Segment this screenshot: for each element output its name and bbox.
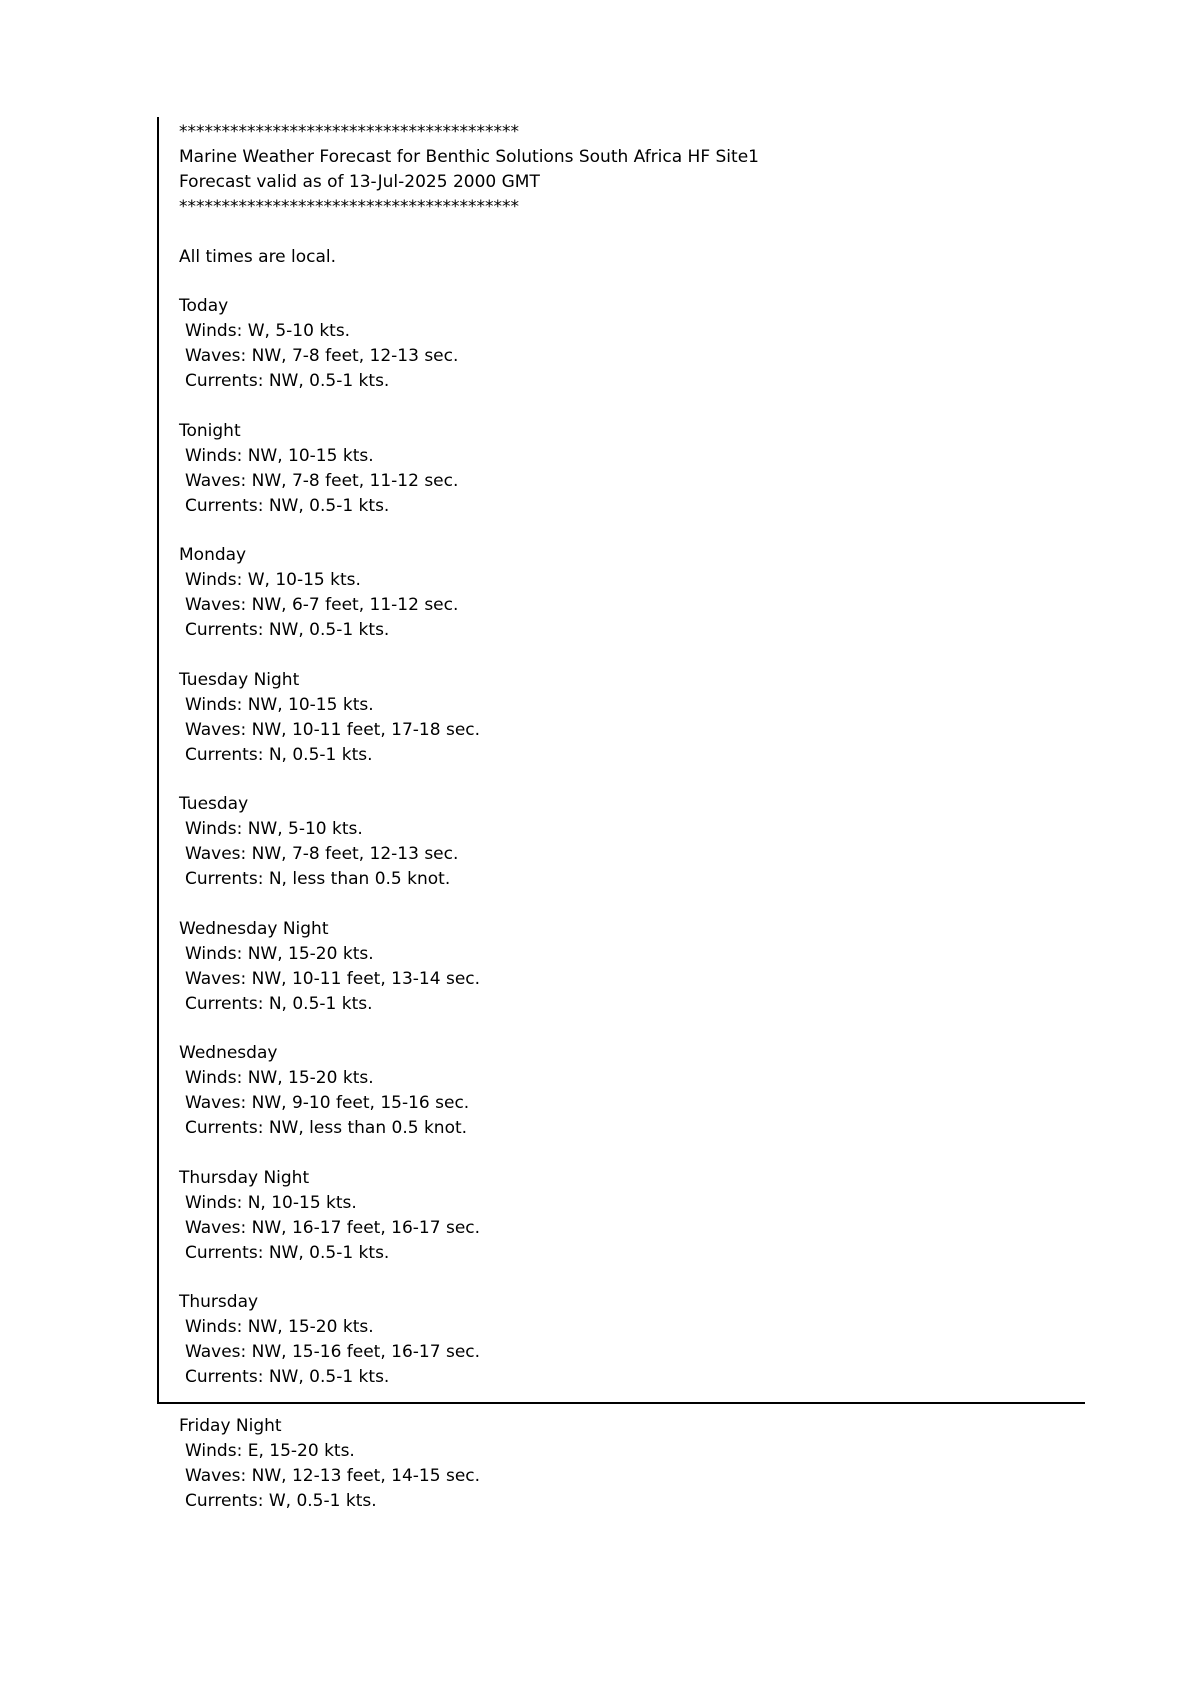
winds-line: Winds: NW, 15-20 kts.	[185, 1317, 374, 1338]
currents-line: Currents: NW, 0.5-1 kts.	[185, 620, 390, 641]
forecast-section-thursday	[179, 1290, 1085, 1390]
stars-divider-top: ****************************************	[179, 122, 519, 142]
currents-line: Currents: NW, 0.5-1 kts.	[185, 1242, 390, 1263]
forecast-title: Marine Weather Forecast for Benthic Solutions South Africa HF Site1	[179, 146, 759, 167]
winds-line: Winds: NW, 5-10 kts.	[185, 819, 363, 840]
forecast-section-wednesday	[179, 1041, 1085, 1141]
forecast-section-tuesday-night	[179, 668, 1085, 768]
forecast-header	[179, 120, 1085, 220]
day-heading: Today	[179, 296, 229, 317]
forecast-section-wednesday-night	[179, 917, 1085, 1017]
forecast-valid-line: Forecast valid as of 13-Jul-2025 2000 GMT	[179, 171, 540, 192]
currents-line: Currents: NW, less than 0.5 knot.	[185, 1118, 468, 1139]
stars-divider-bottom: ****************************************	[179, 196, 519, 217]
currents-line: Currents: N, less than 0.5 knot.	[185, 869, 451, 890]
forecast-section-today	[179, 294, 1085, 394]
day-heading: Friday Night	[179, 1416, 282, 1437]
currents-line: Currents: NW, 0.5-1 kts.	[185, 1367, 390, 1388]
day-heading: Tuesday Night	[179, 669, 300, 690]
forecast-section-friday-night	[179, 1414, 1200, 1514]
winds-line: Winds: W, 5-10 kts.	[185, 321, 351, 342]
forecast-section-monday	[179, 543, 1085, 643]
day-heading: Thursday Night	[179, 1167, 310, 1188]
waves-line: Waves: NW, 6-7 feet, 11-12 sec.	[185, 595, 459, 616]
currents-line: Currents: NW, 0.5-1 kts.	[185, 495, 390, 516]
currents-line: Currents: N, 0.5-1 kts.	[185, 744, 373, 765]
waves-line: Waves: NW, 7-8 feet, 12-13 sec.	[185, 346, 459, 367]
currents-line: Currents: N, 0.5-1 kts.	[185, 993, 373, 1014]
winds-line: Winds: N, 10-15 kts.	[185, 1192, 357, 1213]
winds-line: Winds: E, 15-20 kts.	[185, 1440, 355, 1461]
winds-line: Winds: NW, 10-15 kts.	[185, 445, 374, 466]
waves-line: Waves: NW, 7-8 feet, 11-12 sec.	[185, 470, 459, 491]
winds-line: Winds: NW, 15-20 kts.	[185, 1068, 374, 1089]
currents-line: Currents: NW, 0.5-1 kts.	[185, 371, 390, 392]
day-heading: Thursday	[179, 1292, 259, 1313]
winds-line: Winds: W, 10-15 kts.	[185, 570, 361, 591]
waves-line: Waves: NW, 7-8 feet, 12-13 sec.	[185, 844, 459, 865]
waves-line: Waves: NW, 10-11 feet, 13-14 sec.	[185, 968, 481, 989]
waves-line: Waves: NW, 16-17 feet, 16-17 sec.	[185, 1217, 481, 1238]
forecast-section-tuesday	[179, 792, 1085, 892]
times-note: All times are local.	[179, 246, 337, 267]
winds-line: Winds: NW, 10-15 kts.	[185, 694, 374, 715]
forecast-section-thursday-night	[179, 1166, 1085, 1266]
forecast-section-tonight	[179, 419, 1085, 519]
day-heading: Wednesday	[179, 1043, 278, 1064]
forecast-page	[0, 117, 1200, 1514]
waves-line: Waves: NW, 9-10 feet, 15-16 sec.	[185, 1093, 470, 1114]
day-heading: Wednesday Night	[179, 918, 329, 939]
day-heading: Monday	[179, 545, 247, 566]
winds-line: Winds: NW, 15-20 kts.	[185, 943, 374, 964]
forecast-quote-box	[157, 117, 1085, 1404]
waves-line: Waves: NW, 15-16 feet, 16-17 sec.	[185, 1342, 481, 1363]
currents-line: Currents: W, 0.5-1 kts.	[185, 1490, 377, 1511]
waves-line: Waves: NW, 10-11 feet, 17-18 sec.	[185, 719, 481, 740]
waves-line: Waves: NW, 12-13 feet, 14-15 sec.	[185, 1465, 481, 1486]
day-heading: Tuesday	[179, 794, 249, 815]
day-heading: Tonight	[179, 420, 241, 441]
